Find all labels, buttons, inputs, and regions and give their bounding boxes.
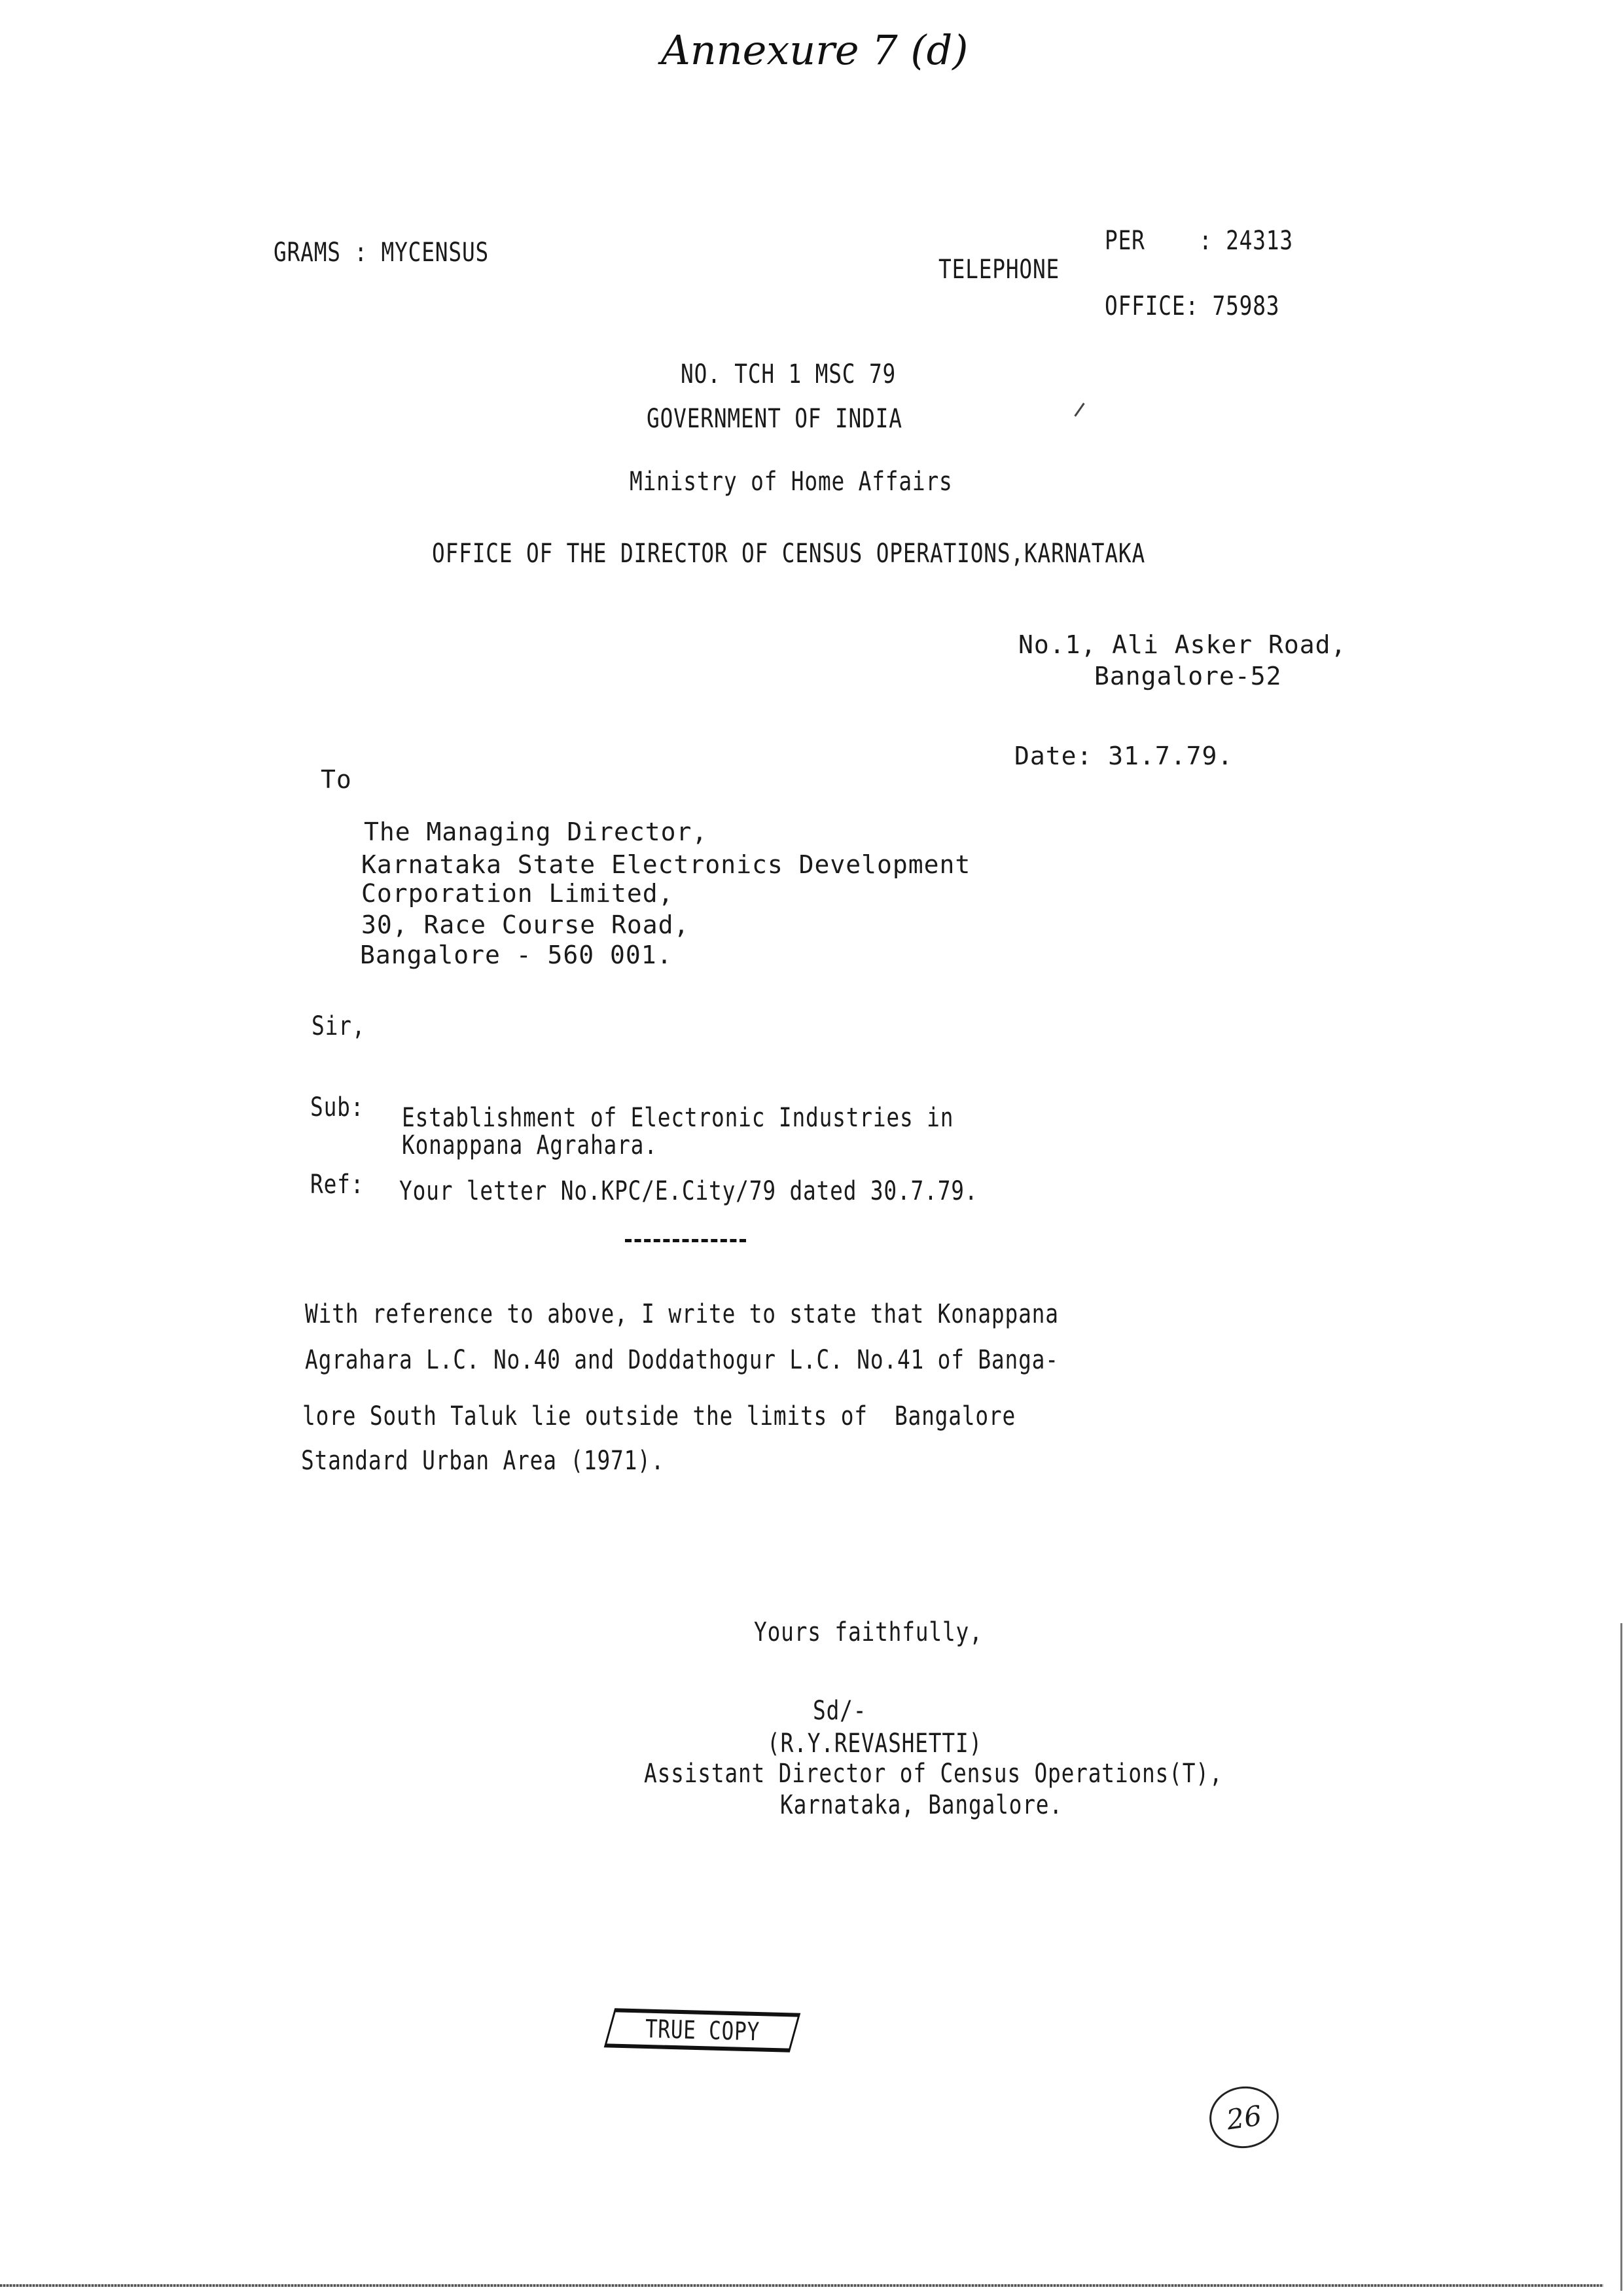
reference-label: Ref: [310,1170,365,1200]
office-heading: OFFICE OF THE DIRECTOR OF CENSUS OPERATIONS,KARNATAKA [432,539,1146,569]
government-heading: GOVERNMENT OF INDIA [647,404,902,434]
telephone-per: PER : 24313 [1105,226,1293,256]
signatory-location: Karnataka, Bangalore. [780,1790,1063,1820]
letter-date: Date: 31.7.79. [1014,742,1234,770]
body-line: Agrahara L.C. No.40 and Doddathogur L.C. No.41 of Banga- [305,1345,1059,1375]
body-line: lore South Taluk lie outside the limits of Bangalore [302,1401,1016,1431]
page-number: 26 [1224,2099,1264,2136]
body-line: With reference to above, I write to state that Konappana [305,1299,1059,1329]
signatory-name: (R.Y.REVASHETTI) [767,1729,983,1759]
salutation: Sir, [312,1011,366,1041]
letter-reference-number: NO. TCH 1 MSC 79 [681,359,897,389]
handwritten-annexure-label: Annexure 7 (d) [661,26,969,74]
recipient-line: The Managing Director, [364,817,708,846]
recipient-line: Karnataka State Electronics Development [361,850,971,879]
signature-mark: Sd/- [813,1696,867,1726]
recipient-line: Bangalore - 560 001. [360,941,673,969]
subject-line2: Konappana Agrahara. [402,1130,658,1160]
stray-mark [1074,403,1084,416]
body-line: Standard Urban Area (1971). [301,1446,665,1476]
office-address-line2: Bangalore-52 [1094,662,1282,691]
subject-line1: Establishment of Electronic Industries in [402,1103,954,1133]
grams-line: GRAMS : MYCENSUS [274,238,490,268]
page-right-edge [1620,1623,1622,2291]
telephone-label: TELEPHONE [938,255,1060,285]
section-divider [625,1239,746,1242]
valediction: Yours faithfully, [754,1617,983,1647]
office-address-line1: No.1, Ali Asker Road, [1018,630,1347,659]
page-bottom-edge [0,2284,1603,2287]
stamp-text: TRUE COPY [644,2014,760,2047]
true-copy-stamp [604,2008,801,2052]
subject-label: Sub: [310,1092,365,1122]
telephone-office: OFFICE: 75983 [1105,291,1280,321]
recipient-line: Corporation Limited, [361,879,674,908]
signatory-designation: Assistant Director of Census Operations(T), [644,1759,1223,1789]
recipient-line: 30, Race Course Road, [361,910,690,939]
page-number-circle [1205,2082,1283,2153]
to-label: To [321,765,352,794]
ministry-heading: Ministry of Home Affairs [630,467,953,497]
reference-text: Your letter No.KPC/E.City/79 dated 30.7.79. [399,1176,978,1206]
